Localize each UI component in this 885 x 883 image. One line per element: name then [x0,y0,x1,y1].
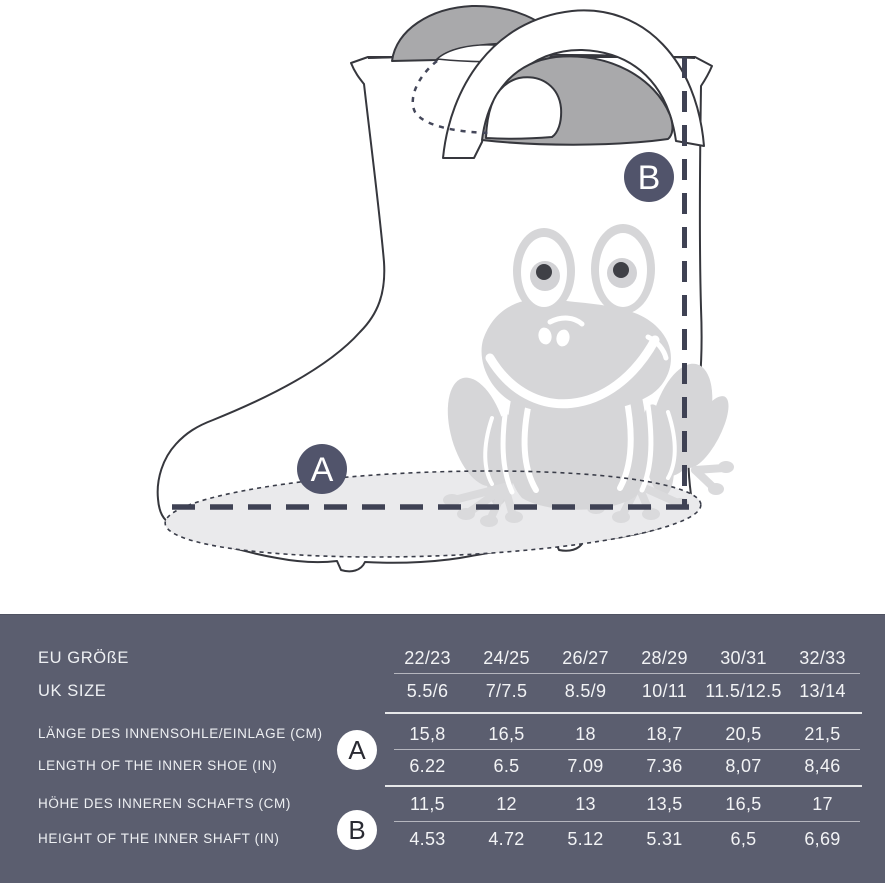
row-divider [394,821,860,822]
insole-length-cm-value: 18 [575,724,596,744]
row-divider [394,749,860,750]
table-row [0,790,885,818]
inner-shoe-length-in-value: 7.09 [567,756,604,776]
table-row [0,720,885,748]
row-label-inner-shoe-length-in: LENGTH OF THE INNER SHOE (IN) [38,758,278,773]
uk-size-value: 11.5/12.5 [705,681,782,701]
eu-size-value: 26/27 [562,648,609,668]
insole-length-cm-value: 15,8 [409,724,446,744]
row-label-inner-shaft-height-in: HEIGHT OF THE INNER SHAFT (IN) [38,831,280,846]
svg-text:B: B [637,159,661,197]
inner-shaft-height-in-value: 5.31 [646,829,683,849]
svg-text:A: A [310,451,334,489]
row-label-uk-size: UK SIZE [38,682,107,700]
insole-length-cm-value: 21,5 [804,724,841,744]
inner-shoe-length-in-value: 6.5 [493,756,520,776]
inner-shaft-height-in-value: 6,5 [730,829,757,849]
table-row [0,825,885,853]
marker-a-circle [297,444,347,494]
shaft-height-cm-value: 12 [496,794,517,814]
inner-shaft-height-in-value: 5.12 [567,829,604,849]
size-table [0,614,885,883]
eu-size-value: 28/29 [641,648,688,668]
table-marker-b: B [337,810,377,850]
table-marker-a: A [337,730,377,770]
row-label-insole-length-cm: LÄNGE DES INNENSOHLE/EINLAGE (CM) [38,726,323,741]
uk-size-value: 5.5/6 [406,681,449,701]
shaft-height-cm-value: 13,5 [646,794,683,814]
table-row [0,752,885,780]
shaft-height-cm-value: 11,5 [410,794,445,814]
shaft-height-cm-value: 17 [812,794,833,814]
table-row [0,644,885,672]
inner-shoe-length-in-value: 7.36 [646,756,683,776]
inner-shaft-height-in-value: 4.72 [488,829,525,849]
insole-length-cm-value: 18,7 [646,724,683,744]
uk-size-value: 8.5/9 [564,681,607,701]
inner-shoe-length-in-value: 8,07 [725,756,762,776]
inner-shoe-length-in-value: 8,46 [804,756,841,776]
eu-size-value: 22/23 [404,648,451,668]
eu-size-value: 32/33 [799,648,846,668]
group-divider [385,712,862,714]
eu-size-value: 30/31 [720,648,767,668]
insole-length-cm-value: 20,5 [725,724,762,744]
row-divider [394,673,860,674]
eu-size-value: 24/25 [483,648,530,668]
row-label-eu-size: EU GRÖßE [38,649,129,667]
inner-shaft-height-in-value: 4.53 [409,829,446,849]
shaft-height-cm-value: 13 [575,794,596,814]
uk-size-value: 7/7.5 [485,681,528,701]
uk-size-value: 13/14 [799,681,846,701]
row-label-shaft-height-cm: HÖHE DES INNEREN SCHAFTS (CM) [38,796,291,811]
group-divider [385,785,862,787]
marker-b-circle [624,152,674,202]
table-row [0,677,885,705]
inner-shaft-height-in-value: 6,69 [804,829,841,849]
inner-shoe-length-in-value: 6.22 [409,756,446,776]
shaft-height-cm-value: 16,5 [725,794,762,814]
uk-size-value: 10/11 [641,681,688,701]
insole-length-cm-value: 16,5 [488,724,525,744]
